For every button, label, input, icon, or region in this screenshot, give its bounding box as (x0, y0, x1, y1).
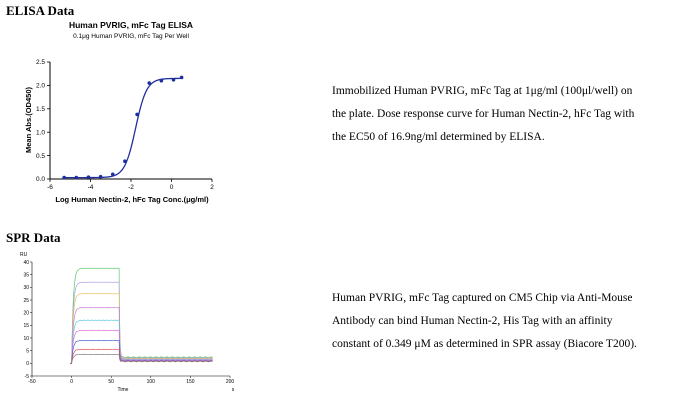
elisa-data-point (160, 79, 164, 83)
elisa-x-tick-label: -4 (87, 184, 94, 191)
elisa-x-tick-label: -2 (128, 184, 134, 191)
elisa-y-axis-label: Mean Abs.(OD450) (24, 87, 33, 153)
spr-sensorgram-line (70, 307, 213, 363)
elisa-x-tick-label: 2 (210, 184, 214, 191)
elisa-y-tick-label: 0.5 (35, 152, 45, 160)
spr-y-tick-label: 5 (26, 348, 29, 355)
elisa-chart (0, 14, 260, 224)
spr-x-tick-label: 50 (108, 379, 114, 385)
spr-y-tick-label: 0 (26, 361, 29, 368)
elisa-data-point (62, 176, 66, 180)
elisa-data-point (75, 176, 79, 180)
spr-description (332, 287, 654, 356)
elisa-data-point (99, 175, 103, 179)
spr-y-tick-label: 10 (23, 335, 29, 342)
spr-y-axis-label: RU (20, 252, 28, 258)
elisa-y-tick-label: 2.0 (35, 82, 45, 90)
elisa-data-point (147, 81, 151, 85)
elisa-data-point (87, 175, 91, 179)
spr-x-tick-label: 0 (70, 379, 73, 385)
spr-y-tick-label: 25 (23, 297, 29, 304)
elisa-y-tick-label: 0.0 (35, 176, 45, 184)
elisa-data-point (123, 159, 127, 163)
elisa-description-line-1: Immobilized Human PVRIG, mFc Tag at 1μg/ml (100μl/well) on (332, 85, 633, 97)
elisa-data-point (135, 113, 139, 117)
elisa-y-tick-label: 2.5 (35, 59, 45, 67)
spr-y-tick-label: 15 (23, 323, 29, 330)
spr-y-tick-label: 40 (23, 259, 29, 266)
spr-y-tick-label: 30 (23, 285, 29, 292)
elisa-chart-title: Human PVRIG, mFc Tag ELISA (68, 20, 194, 30)
elisa-x-tick-label: 0 (169, 184, 174, 191)
elisa-data-point (111, 173, 115, 177)
spr-x-axis-label: Time (117, 387, 129, 393)
elisa-y-tick-label: 1.5 (35, 106, 45, 113)
elisa-section-title: ELISA Data (6, 3, 75, 18)
spr-chart (10, 248, 260, 403)
spr-y-tick-label: 20 (23, 310, 29, 317)
spr-x-tick-label: 100 (146, 379, 155, 385)
spr-description-line-3: constant of 0.349 μM as determined in SPR assay (Biacore T200). (332, 338, 637, 350)
elisa-fit-curve (64, 78, 181, 177)
elisa-x-tick-label: -6 (47, 184, 53, 191)
spr-x-unit-label: s (231, 387, 235, 393)
elisa-description-line-3: the EC50 of 16.9ng/ml determined by ELISA. (332, 131, 545, 143)
spr-x-tick-label: 150 (186, 379, 195, 385)
elisa-description (332, 80, 654, 149)
elisa-y-tick-label: 1.0 (35, 129, 45, 137)
spr-description-line-1: Human PVRIG, mFc Tag captured on CM5 Chip via Anti-Mouse (332, 292, 633, 304)
spr-y-tick-label: 35 (23, 272, 29, 279)
elisa-chart-subtitle: 0.1μg Human PVRIG, mFc Tag Per Well (73, 33, 189, 40)
elisa-data-point (180, 76, 184, 80)
elisa-description-line-2: the plate. Dose response curve for Human Nectin-2, hFc Tag with (332, 108, 635, 120)
spr-section-title: SPR Data (6, 230, 61, 245)
spr-sensorgram-line (70, 293, 213, 363)
spr-sensorgram-line (70, 282, 213, 364)
elisa-x-axis-label: Log Human Nectin-2, hFc Tag Conc.(μg/ml) (55, 195, 209, 204)
spr-description-line-2: Antibody can bind Human Nectin-2, His Tag with an affinity (332, 315, 613, 327)
spr-y-tick-label: -5 (24, 373, 29, 380)
spr-x-tick-label: 200 (225, 379, 235, 385)
spr-x-tick-label: -50 (28, 379, 36, 385)
elisa-data-point (172, 78, 176, 82)
